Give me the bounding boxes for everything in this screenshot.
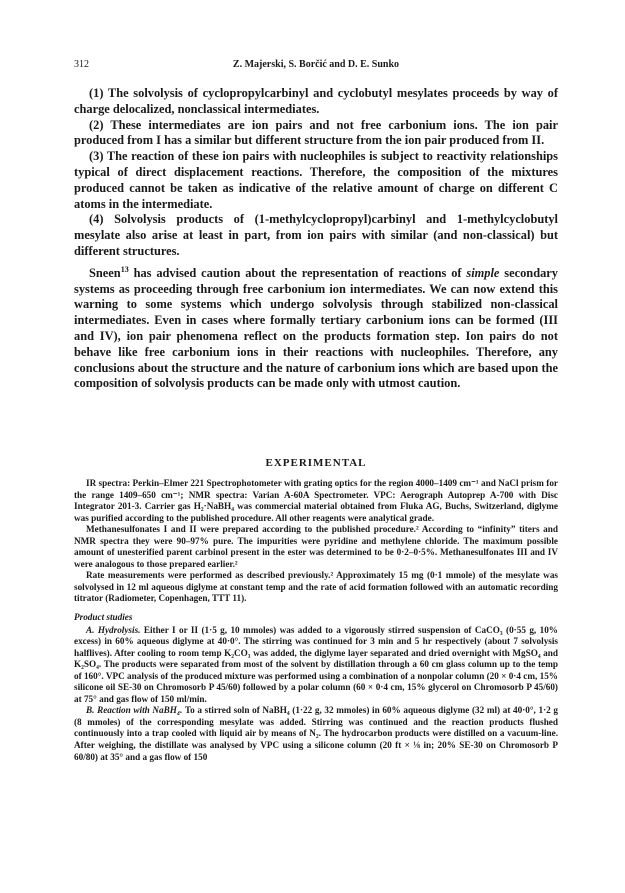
sneen-name: Sneen [89,265,121,280]
page-number: 312 [74,59,89,70]
conclusion-1: (1) The solvolysis of cyclopropylcarbinyl and cyclobutyl mesylates proceeds by way of charge delocalized, nonclassical intermediates. [74,86,558,116]
conclusion-4: (4) Solvolysis products of (1-methylcyclopropyl)carbinyl and 1-methylcyclobutyl mesylate also arise at least in part, from ion pairs with similar (and non-classical) but different structures. [74,212,558,258]
procedure-a [74,625,558,706]
experimental-rates: Rate measurements were performed as described previously.² Approximately 15 mg (0·1 mmole) of the mesylate was solvolysed in 12 ml aqueous diglyme at constant temp and the rate of acid formation followed with an automatic recording titrator (Radiometer, Copenhagen, TTT 11). [74,570,558,604]
discussion-text-b: secondary systems as proceeding through free carbonium ion intermediates. We can now extend this warning to some systems which undergo solvolysis through stabilized non-classical intermediates. Even in cases where formally tertiary carbonium ions can be formed (III and IV), ion pair phenomena reflect on the products formation step. Ion pairs do not behave like free carbonium ions in their reactions with nucleophiles. Therefore, any conclusions about the structure and the nature of carbonium ions which are based upon the composition of solvolysis products can be made only with utmost caution. [74,265,558,391]
emph-simple: simple [466,265,500,280]
procedure-a-label: A. Hydrolysis. [86,624,141,635]
discussion-text-a: has advised caution about the representation of reactions of [128,265,467,280]
discussion-paragraph [74,266,558,392]
conclusions-block [74,86,558,392]
procedure-b-text: To a stirred soln of NaBH₄ (1·22 g, 32 mmoles) in 60% aqueous diglyme (32 ml) at 40·0°, 1·2 g (8 mmoles) of the corresponding mesylate was added. Stirring was continued and the reaction products flushed continuously into a trap cooled with liquid air by means of N₂. The hydrocarbon products were distilled on a vacuum-line. After weighing, the distillate was analysed by VPC using a silicone column (20 ft × ⅛ in; 20% SE-30 on Chromosorb P 60/80) at 35° and a gas flow of 150 [74,705,558,762]
conclusion-2: (2) These intermediates are ion pairs and not free carbonium ions. The ion pair produced from I has a similar but different structure from the ion pair produced from II. [74,117,558,148]
procedure-b [74,705,558,763]
experimental-block [74,478,558,763]
procedure-a-text: Either I or II (1·5 g, 10 mmoles) was added to a vigorously stirred suspension of CaCO₃ (0·55 g, 10% excess) in 60% aqueous diglyme at 40·0°. The stirring was continued for 3 min and 5 hr respectively (about 7 solvolysis halflives). After cooling to room temp K₂CO₃ was added, the diglyme layer separated and dried overnight with MgSO₄ and K₂SO₄. The products were separated from most of the solvent by distillation through a 60 cm glass column up to the temp of 160°. VPC analysis of the produced mixture was performed using a combination of a nonpolar column (20 × 0·4 cm, 15% silicone oil SE-30 on Chromosorb P 45/60) followed by a polar column (60 × 0·4 cm, 15% glycerol on Chromosorb P 45/60) at 75° and gas flow of 150 ml/min. [74,624,558,704]
running-header [74,59,558,73]
experimental-instruments: IR spectra: Perkin–Elmer 221 Spectrophotometer with grating optics for the region 4000–1409 cm⁻¹ and NaCl prism for the range 1409–650 cm⁻¹; NMR spectra: Varian A-60A Spectrometer. VPC: Aerograph Autoprep A-700 with Disc Integrator 201-3. Carrier gas H₂·NaBH₄ was commercial material obtained from Fluka AG, Buchs, Switzerland, diglyme was purified according to the published procedure. All other reagents were analytical grade. [74,478,558,523]
ref-13: 13 [120,264,129,274]
experimental-methanesulfonates: Methanesulfonates I and II were prepared according to the published procedure.² According to “infinity” titers and NMR spectra they were 90–97% pure. The impurities were pyridine and methylene chloride. The maximum possible amount of unesterified parent carbinol present in the ester was determined to be 0·2–0·5%. Methanesulfonates III and IV were analogous to those prepared earlier.² [74,524,558,569]
procedure-b-label: B. Reaction with NaBH₄. [86,705,183,716]
conclusion-3: (3) The reaction of these ion pairs with nucleophiles is subject to reactivity relationships typical of direct displacement reactions. Therefore, the composition of the mixtures produced cannot be taken as indicative of the relative amount of charge on different C atoms in the intermediate. [74,149,558,211]
experimental-heading: EXPERIMENTAL [265,457,367,469]
running-authors: Z. Majerski, S. Borčić and D. E. Sunko [232,59,400,70]
product-studies-heading: Product studies [74,612,133,623]
